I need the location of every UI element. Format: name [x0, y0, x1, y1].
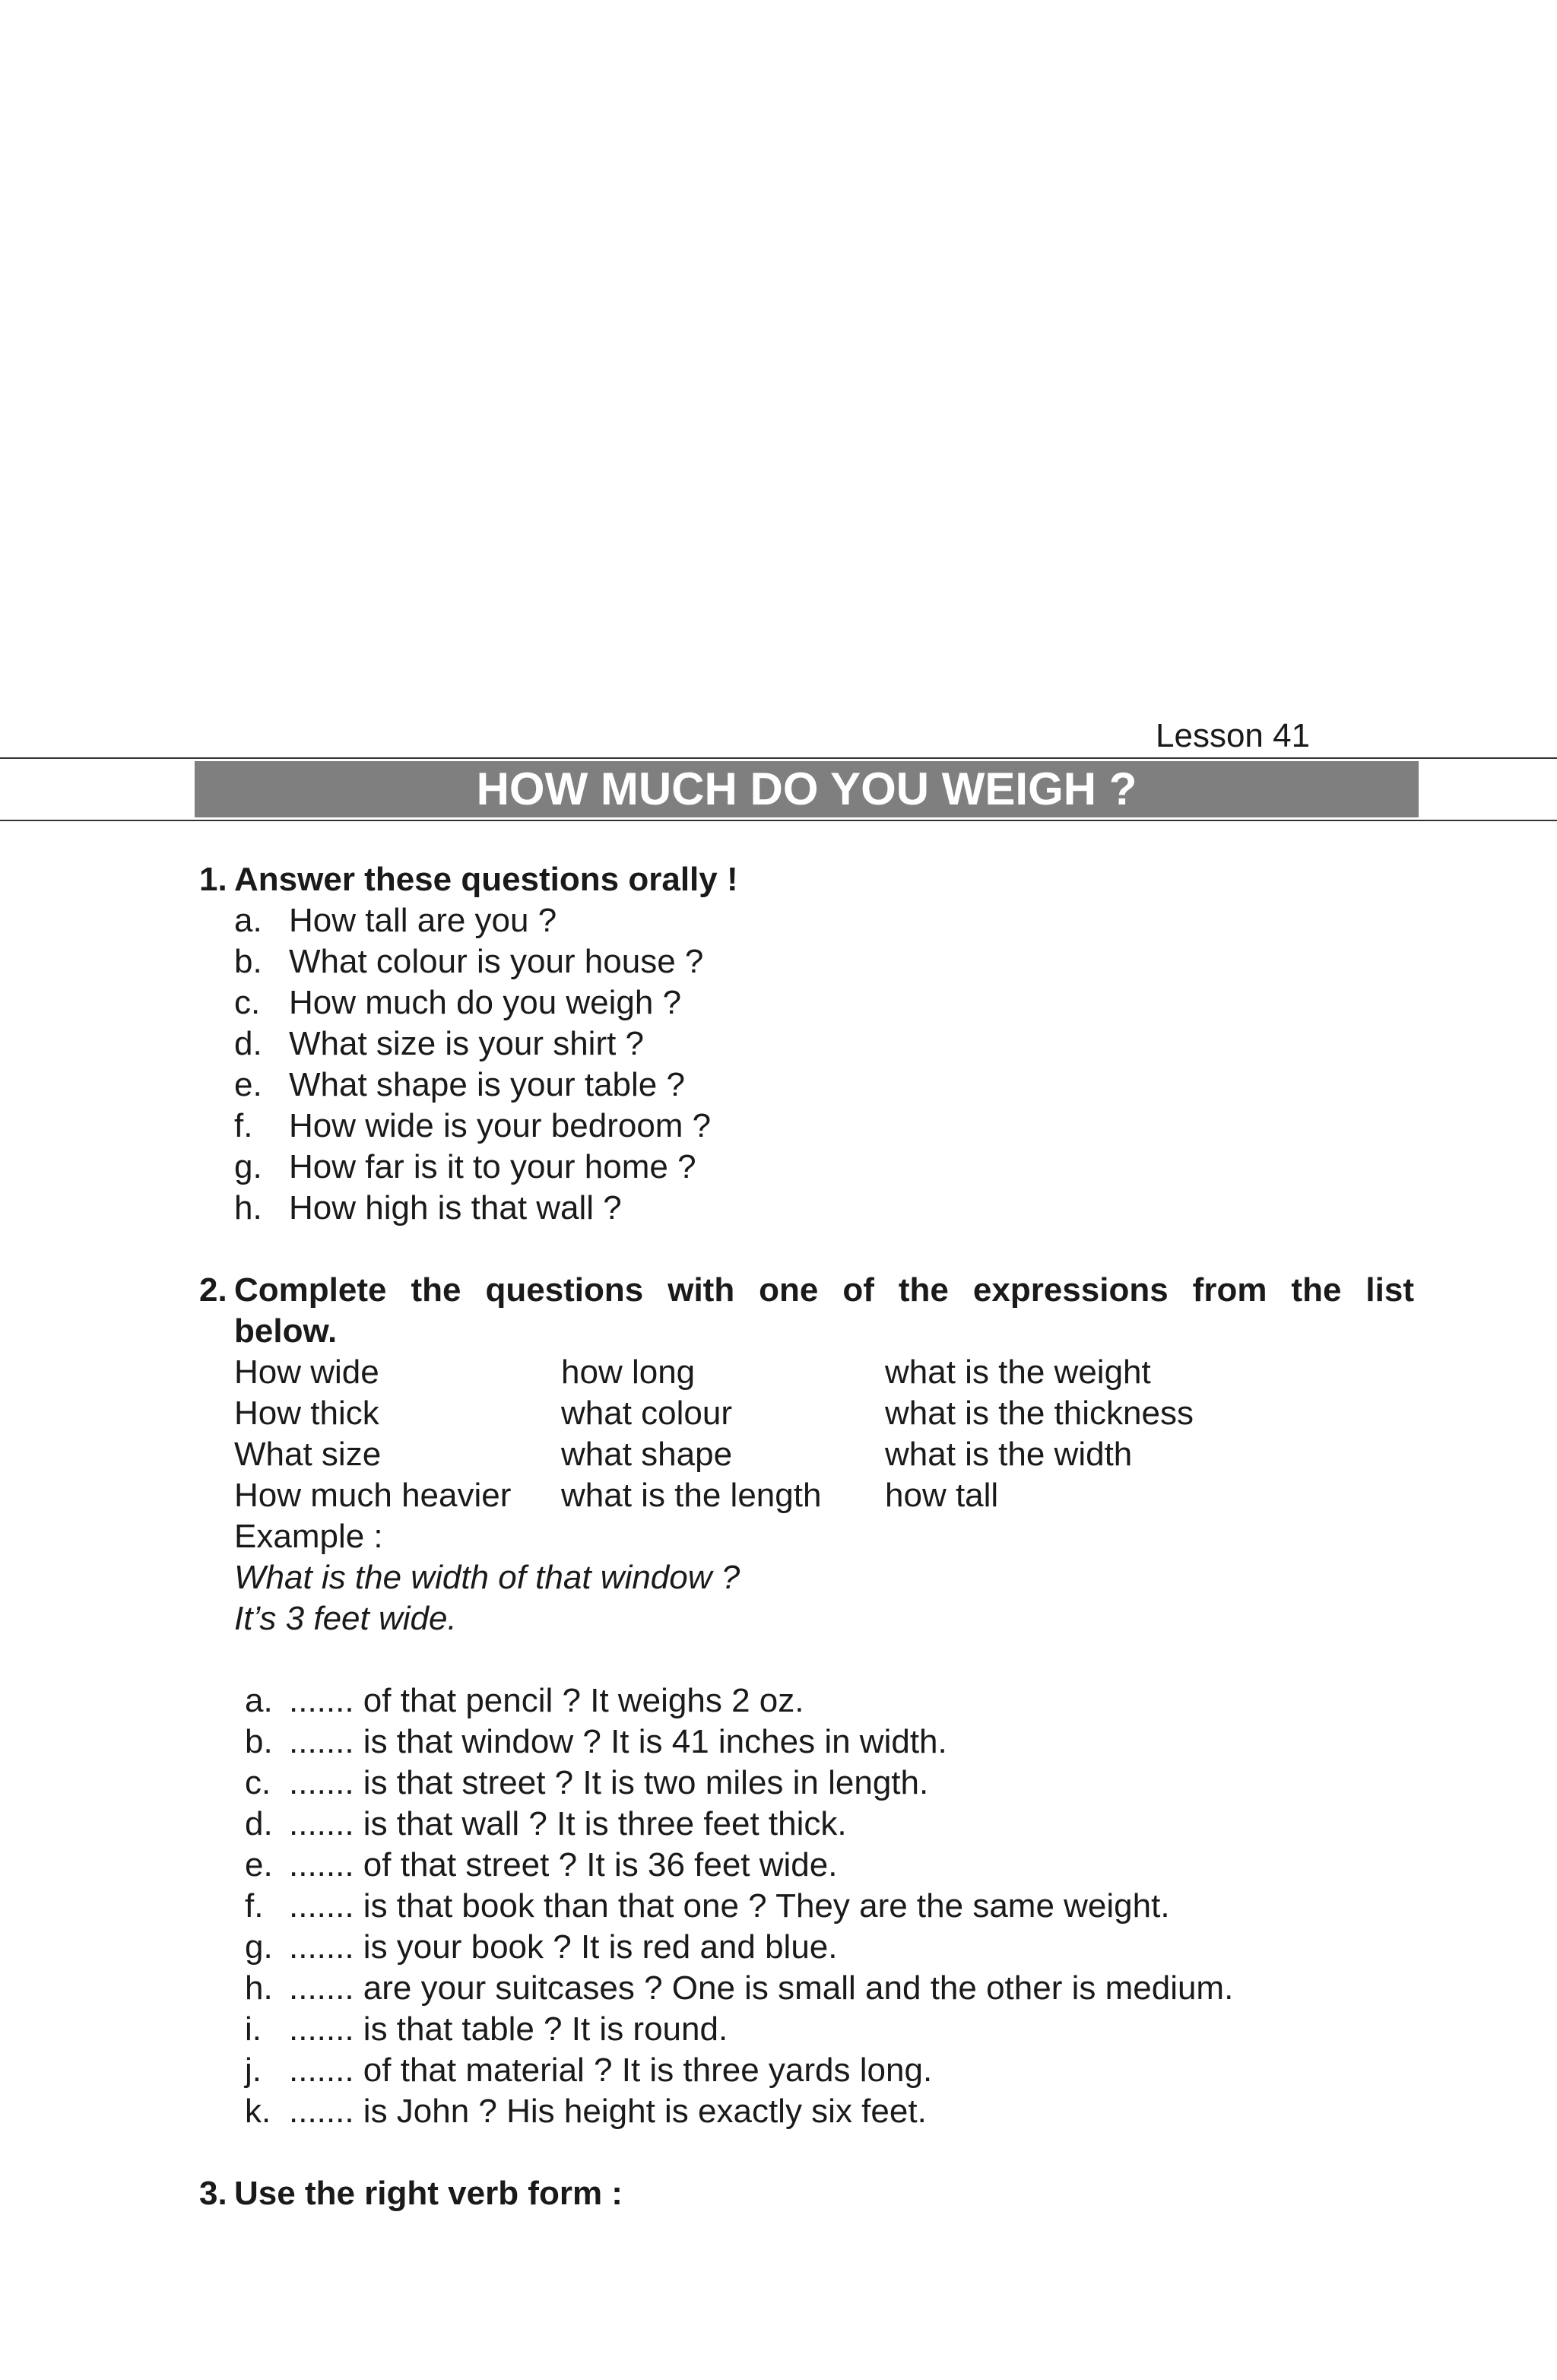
expr-r4-c2: what is the length — [561, 1477, 822, 1514]
s1-item-h: How high is that wall ? — [289, 1189, 622, 1226]
header-rule-top — [0, 757, 1557, 759]
s2-letter-a: a. — [245, 1682, 273, 1719]
s1-letter-d: d. — [234, 1025, 262, 1062]
expr-r4-c1: How much heavier — [234, 1477, 512, 1514]
example-question: What is the width of that window ? — [234, 1559, 740, 1596]
s1-item-a: How tall are you ? — [289, 902, 557, 939]
s2-letter-k: k. — [245, 2093, 271, 2130]
section3-heading: Use the right verb form : — [234, 2175, 623, 2212]
s2-item-i: ....... is that table ? It is round. — [289, 2010, 728, 2048]
lesson-label: Lesson 41 — [1156, 717, 1311, 754]
header-rule-bottom — [0, 820, 1557, 821]
s2-letter-i: i. — [245, 2010, 262, 2048]
s1-item-g: How far is it to your home ? — [289, 1148, 696, 1185]
section2-number: 2. — [199, 1271, 227, 1309]
s2-letter-d: d. — [245, 1805, 273, 1842]
expr-r3-c3: what is the width — [885, 1436, 1133, 1473]
section1-number: 1. — [199, 861, 227, 898]
s2-item-h: ....... are your suitcases ? One is small and the other is medium. — [289, 1969, 1234, 2007]
example-answer: It’s 3 feet wide. — [234, 1600, 457, 1637]
s1-letter-c: c. — [234, 984, 261, 1021]
expr-r3-c2: what shape — [561, 1436, 733, 1473]
s1-letter-g: g. — [234, 1148, 262, 1185]
s1-item-e: What shape is your table ? — [289, 1066, 685, 1103]
s1-item-d: What size is your shirt ? — [289, 1025, 645, 1062]
section2-heading-line1: Complete the questions with one of the expressions from the list — [234, 1271, 1414, 1309]
expr-r1-c2: how long — [561, 1353, 696, 1391]
example-label: Example : — [234, 1518, 383, 1555]
s2-letter-h: h. — [245, 1969, 273, 2007]
expr-r1-c3: what is the weight — [885, 1353, 1151, 1391]
s1-item-c: How much do you weigh ? — [289, 984, 682, 1021]
expr-r2-c1: How thick — [234, 1395, 379, 1432]
section2-heading-line2: below. — [234, 1312, 338, 1350]
s2-letter-c: c. — [245, 1764, 271, 1801]
s1-letter-f: f. — [234, 1107, 253, 1144]
s2-letter-f: f. — [245, 1887, 264, 1925]
expr-r2-c3: what is the thickness — [885, 1395, 1194, 1432]
s1-letter-b: b. — [234, 943, 262, 980]
s2-letter-b: b. — [245, 1723, 273, 1760]
page-title: HOW MUCH DO YOU WEIGH ? — [195, 761, 1419, 817]
section1-heading: Answer these questions orally ! — [234, 861, 738, 898]
s1-letter-h: h. — [234, 1189, 262, 1226]
s2-item-c: ....... is that street ? It is two miles in length. — [289, 1764, 929, 1801]
s2-letter-e: e. — [245, 1846, 273, 1883]
s2-letter-g: g. — [245, 1928, 273, 1966]
s2-item-e: ....... of that street ? It is 36 feet wide. — [289, 1846, 838, 1883]
s2-item-b: ....... is that window ? It is 41 inches in width. — [289, 1723, 947, 1760]
expr-r3-c1: What size — [234, 1436, 382, 1473]
expr-r1-c1: How wide — [234, 1353, 379, 1391]
s1-letter-e: e. — [234, 1066, 262, 1103]
expr-r2-c2: what colour — [561, 1395, 733, 1432]
s2-item-k: ....... is John ? His height is exactly six feet. — [289, 2093, 927, 2130]
s2-item-j: ....... of that material ? It is three yards long. — [289, 2052, 933, 2089]
s2-item-f: ....... is that book than that one ? They are the same weight. — [289, 1887, 1170, 1925]
s1-item-f: How wide is your bedroom ? — [289, 1107, 712, 1144]
expr-r4-c3: how tall — [885, 1477, 999, 1514]
s2-item-a: ....... of that pencil ? It weighs 2 oz. — [289, 1682, 804, 1719]
s2-item-g: ....... is your book ? It is red and blue. — [289, 1928, 838, 1966]
s2-item-d: ....... is that wall ? It is three feet thick. — [289, 1805, 847, 1842]
s2-letter-j: j. — [245, 2052, 262, 2089]
s1-item-b: What colour is your house ? — [289, 943, 704, 980]
section3-number: 3. — [199, 2175, 227, 2212]
s1-letter-a: a. — [234, 902, 262, 939]
